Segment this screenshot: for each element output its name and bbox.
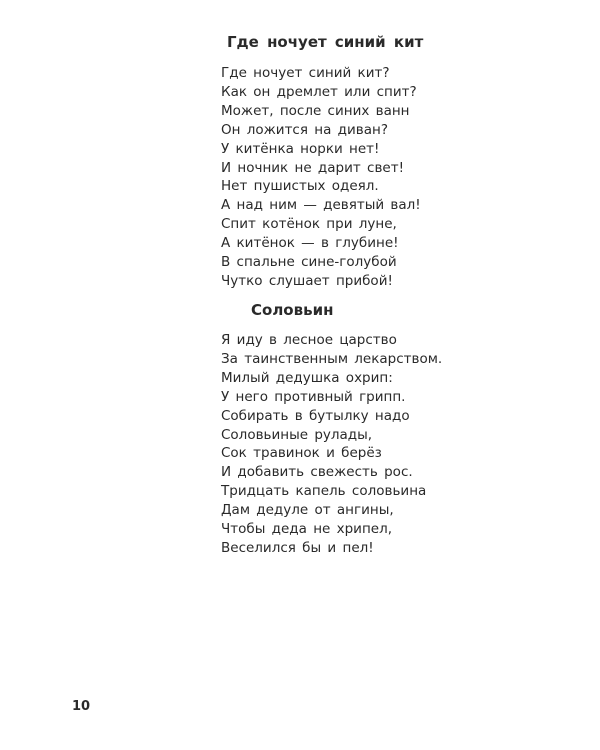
poem-title: Соловьин — [251, 301, 334, 319]
poem-line: У китёнка норки нет! — [221, 140, 380, 157]
poem-line: Соловьиные рулады, — [221, 426, 373, 443]
poem-line: Чутко слушает прибой! — [221, 272, 393, 289]
poem-nightingale — [221, 300, 461, 558]
poem-line: Тридцать капель соловьина — [221, 483, 427, 500]
poem-lines — [221, 331, 461, 558]
page-number: 10 — [72, 699, 91, 714]
poem-line: Веселился бы и пел! — [221, 539, 374, 556]
poem-line: Где ночует синий кит? — [221, 65, 390, 81]
poem-line: А над ним — девятый вал! — [221, 197, 421, 214]
poem-line: И добавить свежесть рос. — [221, 464, 413, 481]
poem-line: В спальне сине-голубой — [221, 254, 397, 271]
poem-line: Как он дремлет или спит? — [221, 83, 417, 100]
poem-blue-whale — [221, 32, 461, 291]
poem-line: Спит котёнок при луне, — [221, 216, 397, 233]
poem-line: Может, после синих ванн — [221, 102, 410, 119]
poem-line: Дам дедуле от ангины, — [221, 502, 394, 519]
poem-lines — [221, 64, 461, 291]
poem-line: А китёнок — в глубине! — [221, 235, 399, 252]
poem-line: Чтобы деда не хрипел, — [221, 521, 392, 538]
poem-title: Где ночует синий кит — [227, 33, 424, 51]
poem-line: Собирать в бутылку надо — [221, 407, 410, 424]
poem-line: Нет пушистых одеял. — [221, 178, 379, 195]
poem-line: Я иду в лесное царство — [221, 332, 397, 348]
poem-line: И ночник не дарит свет! — [221, 159, 404, 176]
poem-line: Сок травинок и берёз — [221, 445, 382, 462]
poem-line: Милый дедушка охрип: — [221, 369, 393, 386]
poem-line: За таинственным лекарством. — [221, 350, 443, 367]
poem-line: Он ложится на диван? — [221, 121, 388, 138]
poem-line: У него противный грипп. — [221, 388, 406, 405]
